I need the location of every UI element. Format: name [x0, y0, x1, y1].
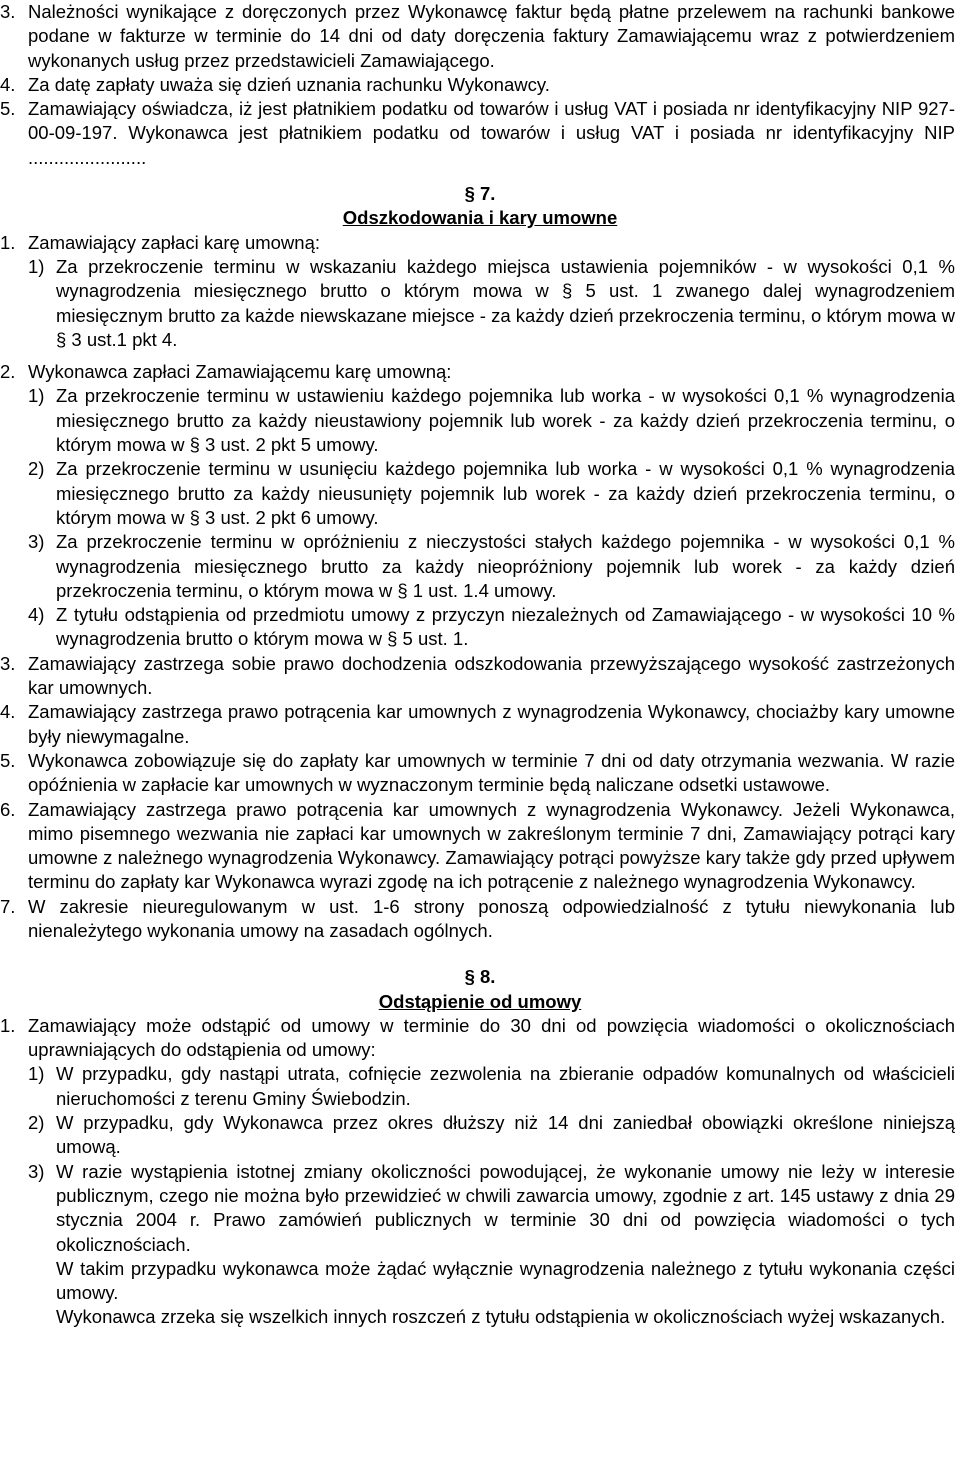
subitem-text: W przypadku, gdy nastąpi utrata, cofnięcie zezwolenia na zbieranie odpadów komunalnych od właścicieli nieruchomości z terenu Gminy Świebodzin.	[56, 1063, 955, 1109]
item-number: 1.	[0, 231, 16, 253]
section7-item-2-sub-1	[0, 384, 955, 457]
section7-item-7	[0, 895, 955, 944]
item-text: Zamawiający zastrzega sobie prawo dochodzenia odszkodowania przewyższającego wysokość zastrzeżonych kar umownych.	[28, 652, 955, 699]
item-text: Zamawiający zastrzega prawo potrącenia kar umownych z wynagrodzenia Wykonawcy, chociażby kary umowne były niewymagalne.	[28, 701, 955, 747]
spacer	[0, 170, 960, 182]
subitem-text: W razie wystąpienia istotnej zmiany okoliczności powodującej, że wykonanie umowy nie leży w interesie publicznym, czego nie można było przewidzieć w chwili zawarcia umowy, zgodnie z art. 145 ustawy z dnia 29 stycznia 2004 r. Prawo zamówień publicznych w terminie 30 dni od powzięcia wiadomości o tych okolicznościach.	[56, 1160, 955, 1255]
item-text: Zamawiający oświadcza, iż jest płatnikiem podatku od towarów i usług VAT i posiada nr identyfikacyjny NIP 927-00-09-197. Wykonawca jest płatnikiem podatku od towarów i usług VAT i posiada nr identyfikacyjny NIP .......................	[28, 98, 955, 168]
section7-item-2-sub-4	[0, 603, 955, 652]
section8-item-1-sub-3	[0, 1160, 955, 1257]
item-text: Wykonawca zapłaci Zamawiającemu karę umowną:	[28, 361, 452, 383]
item-text: W zakresie nieuregulowanym w ust. 1-6 strony ponoszą odpowiedzialność z tytułu niewykonania lub nienależytego wykonania umowy na zasadach ogólnych.	[28, 895, 955, 941]
subitem-number: 3)	[28, 531, 45, 553]
section8-item-1-sub-2	[0, 1111, 955, 1160]
item-number: 5.	[0, 98, 16, 120]
subitem-number: 1)	[28, 255, 45, 277]
item-text: Zamawiający może odstąpić od umowy w terminie do 30 dni od powzięcia wiadomości o okolicznościach uprawniających do odstąpienia od umowy:	[28, 1014, 955, 1061]
section8-extra-1	[0, 1257, 955, 1306]
spacer	[0, 943, 960, 965]
subitem-text: Za przekroczenie terminu w usunięciu każdego pojemnika lub worka - w wysokości 0,1 % wynagrodzenia miesięcznego brutto za każdy nieusunięty pojemnik lub worek - za każdy dzień przekroczenia terminu, o którym mowa w § 3 ust. 2 pkt 6 umowy.	[56, 458, 955, 528]
section8-title: Odstąpienie od umowy	[378, 990, 582, 1012]
subitem-number: 1)	[28, 385, 45, 407]
subitem-text: Za przekroczenie terminu w opróżnieniu z nieczystości stałych każdego pojemnika - w wysokości 0,1 % wynagrodzenia miesięcznego brutto za każdy nieopróżniony pojemnik lub worek - za każdy dzień przekroczenia terminu, o którym mowa w § 1 ust. 1.4 umowy.	[56, 531, 955, 601]
item-text: Zamawiający zastrzega prawo potrącenia kar umownych z wynagrodzenia Wykonawcy. Jeżeli Wykonawca, mimo pisemnego wezwania nie zapłaci kar umownych w zakreślonym terminie 7 dni, Zamawiający potrąci kary umowne z należnego wynagrodzenia Wykonawcy. Zamawiający potrąci powyższe kary także gdy przed upływem terminu do zapłaty kar Wykonawca wyrazi zgodę na ich potrącenie z należnego wynagrodzenia Wykonawcy.	[28, 798, 955, 893]
paragraph-text: W takim przypadku wykonawca może żądać wyłącznie wynagrodzenia należnego z tytułu wykonania części umowy.	[56, 1257, 955, 1304]
item-number: 7.	[0, 895, 16, 917]
item-number: 2.	[0, 361, 16, 383]
spacer	[0, 352, 960, 360]
subitem-text: W przypadku, gdy Wykonawca przez okres dłuższy niż 14 dni zaniedbał obowiązki określone niniejszą umową.	[56, 1112, 955, 1158]
subitem-text: Za przekroczenie terminu w wskazaniu każdego miejsca ustawienia pojemników - w wysokości 0,1 % wynagrodzenia miesięcznego brutto o którym mowa w § 5 ust. 1 zwanego dalej wynagrodzeniem miesięcznym brutto za każde niewskazane miejsce - za każdy dzień przekroczenia terminu, o którym mowa w § 3 ust.1 pkt 4.	[56, 255, 955, 350]
section7-item-2-sub-2	[0, 457, 955, 530]
section8-item-1	[0, 1014, 955, 1063]
subitem-number: 4)	[28, 604, 45, 626]
item-number: 4.	[0, 73, 16, 95]
section7-item-1	[0, 231, 955, 255]
item-text: Wykonawca zobowiązuje się do zapłaty kar umownych w terminie 7 dni od daty otrzymania wezwania. W razie opóźnienia w zapłacie kar umownych w wyznaczonym terminie będą naliczane odsetki ustawowe.	[28, 749, 955, 796]
item-number: 5.	[0, 749, 16, 771]
item-number: 3.	[0, 652, 16, 674]
item-text: Za datę zapłaty uważa się dzień uznania rachunku Wykonawcy.	[28, 73, 550, 95]
section6-item-5	[0, 97, 955, 170]
section7-number: § 7.	[464, 183, 496, 205]
section7-title: Odszkodowania i kary umowne	[342, 207, 618, 229]
item-number: 1.	[0, 1014, 16, 1036]
section6-item-4	[0, 73, 955, 97]
section8-item-1-sub-1	[0, 1062, 955, 1111]
item-number: 4.	[0, 701, 16, 723]
section8-extra-2	[0, 1305, 955, 1329]
section7-item-6	[0, 798, 955, 895]
item-text: Należności wynikające z doręczonych przez Wykonawcę faktur będą płatne przelewem na rachunki bankowe podane w fakturze w terminie do 14 dni od daty doręczenia faktury Zamawiającemu wraz z potwierdzeniem wykonanych usług przez przedstawicieli Zamawiającego.	[28, 1, 955, 71]
subitem-number: 2)	[28, 458, 45, 480]
item-text: Zamawiający zapłaci karę umowną:	[28, 231, 321, 253]
section7-item-3	[0, 652, 955, 701]
subitem-number: 3)	[28, 1160, 45, 1182]
section7-item-5	[0, 749, 955, 798]
subitem-number: 1)	[28, 1063, 45, 1085]
item-number: 3.	[0, 1, 16, 22]
section7-item-2-sub-3	[0, 530, 955, 603]
section6-item-3	[0, 0, 955, 73]
section7-item-1-sub-1	[0, 255, 955, 352]
subitem-number: 2)	[28, 1112, 45, 1134]
item-number: 6.	[0, 798, 16, 820]
subitem-text: Z tytułu odstąpienia od przedmiotu umowy z przyczyn niezależnych od Zamawiającego - w wysokości 10 % wynagrodzenia brutto o którym mowa w § 5 ust. 1.	[56, 604, 955, 650]
paragraph-text: Wykonawca zrzeka się wszelkich innych roszczeń z tytułu odstąpienia w okolicznościach wyżej wskazanych.	[56, 1306, 946, 1328]
section7-item-4	[0, 700, 955, 749]
subitem-text: Za przekroczenie terminu w ustawieniu każdego pojemnika lub worka - w wysokości 0,1 % wynagrodzenia miesięcznego brutto za każdy nieustawiony pojemnik lub worek - za każdy dzień przekroczenia terminu, o którym mowa w § 3 ust. 2 pkt 5 umowy.	[56, 385, 955, 456]
section7-item-2	[0, 360, 955, 384]
section8-number: § 8.	[464, 966, 496, 988]
